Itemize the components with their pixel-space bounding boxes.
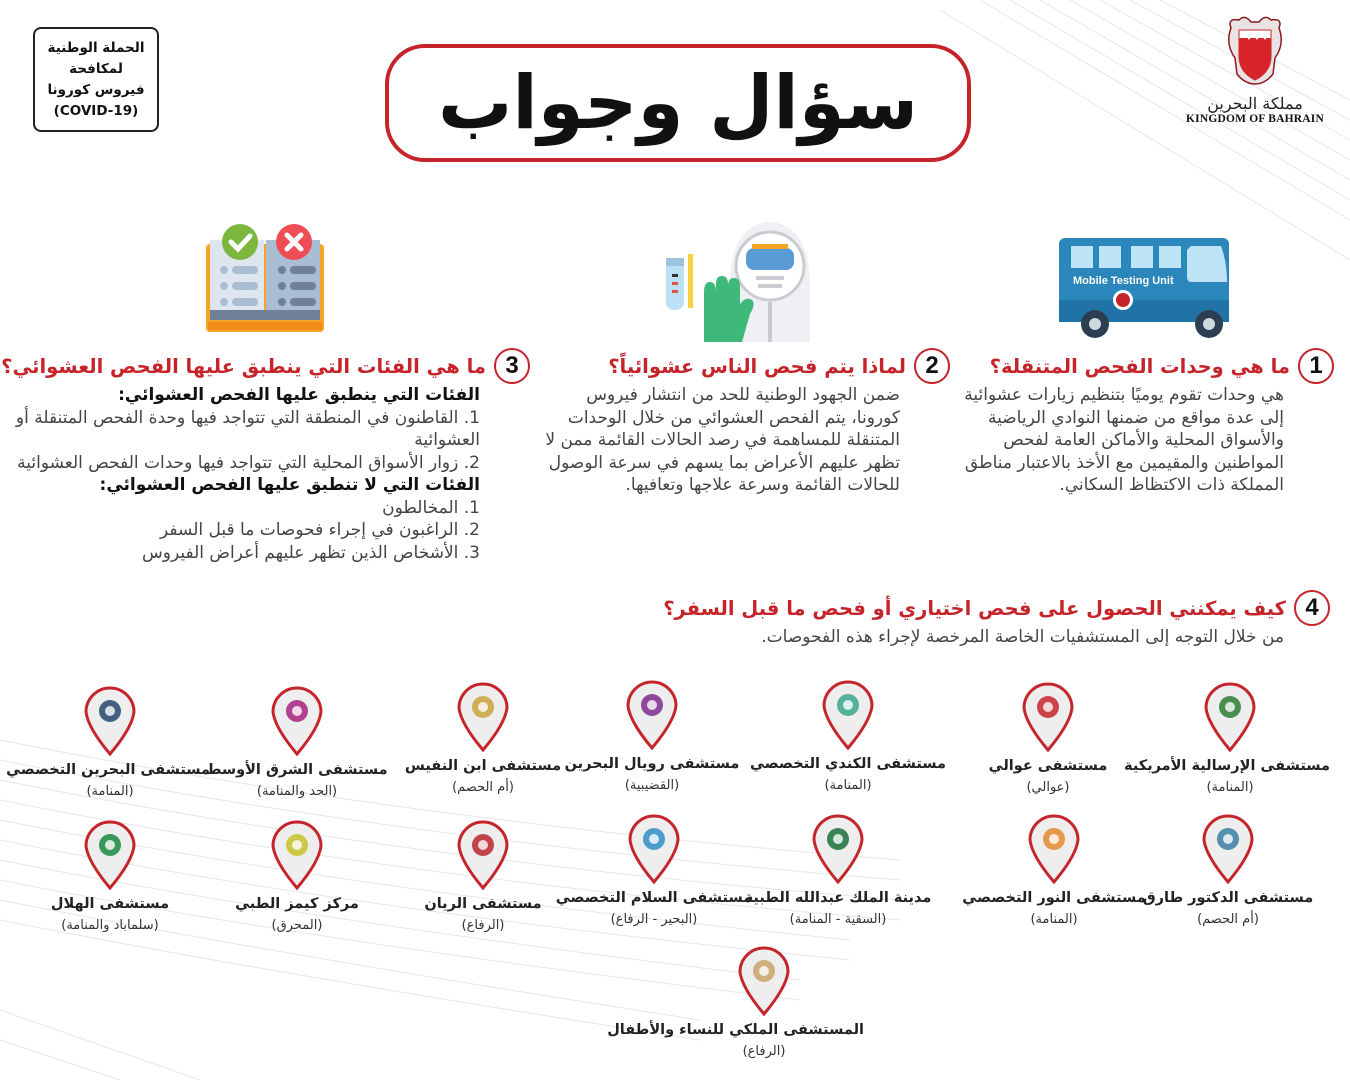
bus-label: Mobile Testing Unit	[1073, 275, 1174, 287]
hospital-name: مستشفى السلام التخصصي	[555, 890, 753, 906]
hospital-name: مستشفى الكندي التخصصي	[749, 756, 947, 772]
question-number: 2	[914, 348, 950, 384]
al-hilal-logo-icon	[99, 834, 121, 856]
map-pin-icon	[624, 678, 680, 750]
hospital-name: مدينة الملك عبدالله الطبية	[744, 890, 932, 906]
hospital-name: مستشفى الشرق الأوسط	[206, 762, 388, 778]
map-pin-icon	[455, 680, 511, 752]
hospital-name: مستشفى الريان	[424, 896, 542, 912]
answer-text: ضمن الجهود الوطنية للحد من انتشار فيروس كورونا، يتم الفحص العشوائي من خلال الوحدات المتنقلة للمساهمة في رصد الحالات القائمة ممن لا تظهر عليهم الأعراض بما يسهم في سرعة الوصول للحالات القائمة وسرعة علاجها وتعافيها.	[545, 385, 900, 495]
map-pin-icon	[820, 678, 876, 750]
dermaplast-logo-icon	[1217, 828, 1239, 850]
hospital-name: مستشفى البحرين التخصصي	[6, 762, 210, 778]
hospital-item	[954, 812, 1154, 927]
hospital-name: مستشفى رويال البحرين	[564, 756, 740, 772]
applies-heading: الفئات التي ينطبق عليها الفحص العشوائي:	[118, 385, 480, 405]
applies-item: 1. القاطنون في المنطقة التي تتواجد فيها وحدة الفحص المتنقلة أو العشوائية	[15, 407, 480, 450]
map-pin-icon	[1026, 812, 1082, 884]
question-number: 1	[1298, 348, 1334, 384]
hospital-location: (الرفاع)	[742, 1044, 786, 1059]
bsh-logo-icon	[99, 700, 121, 722]
hospital-location: (المحرق)	[271, 918, 323, 933]
hospital-name: مستشفى النور التخصصي	[962, 890, 1146, 906]
hospital-item	[10, 818, 210, 933]
hospital-location: (المنامة)	[1206, 780, 1254, 795]
amh-logo-icon	[1219, 696, 1241, 718]
campaign-line: لمكافحة	[69, 60, 123, 77]
map-pin-icon	[736, 944, 792, 1016]
middle-east-logo-icon	[286, 700, 308, 722]
hospital-name: مستشفى عوالي	[988, 758, 1108, 774]
applies-item: 2. زوار الأسواق المحلية التي تتواجد فيها وحدات الفحص العشوائية	[17, 452, 480, 473]
hospital-location: (الحد والمنامة)	[256, 784, 338, 799]
question-number: 4	[1294, 590, 1330, 626]
hospital-location: (أم الحصم)	[1197, 912, 1259, 927]
book-check-cross-icon	[202, 222, 328, 334]
question-3	[1, 348, 530, 564]
map-pin-icon	[82, 684, 138, 756]
alsalam-logo-icon	[643, 828, 665, 850]
campaign-line: الحملة الوطنية	[47, 39, 145, 56]
map-pin-icon	[82, 818, 138, 890]
hospital-item	[197, 818, 397, 933]
answer-text: من خلال التوجه إلى المستشفيات الخاصة المرخصة لإجراء هذه الفحوصات.	[761, 627, 1284, 647]
hospital-item	[383, 680, 583, 795]
question-1	[950, 348, 1334, 497]
kindi-logo-icon	[837, 694, 859, 716]
map-pin-icon	[269, 684, 325, 756]
al-rayan-logo-icon	[472, 834, 494, 856]
campaign-line: (COVID-19)	[53, 102, 139, 119]
question-number: 3	[494, 348, 530, 384]
bahrain-coat-of-arms-icon	[1225, 14, 1285, 86]
hospital-location: (أم الحصم)	[452, 780, 514, 795]
hospital-name: مستشفى الإرسالية الأمريكية	[1124, 758, 1330, 774]
hospital-location: (البحير - الرفاع)	[610, 912, 698, 927]
hospital-item	[383, 818, 583, 933]
hospital-item	[948, 680, 1148, 795]
hospital-location: (عوالي)	[1026, 780, 1070, 795]
map-pin-icon	[1202, 680, 1258, 752]
noor-logo-icon	[1043, 828, 1065, 850]
page-title-pill	[385, 44, 971, 162]
question-title: ما هي الفئات التي ينطبق عليها الفحص العشوائي؟	[1, 354, 486, 378]
hospital-location: (سلماباد والمنامة)	[61, 918, 159, 933]
campaign-line: فيروس كورونا	[47, 81, 145, 98]
royal-bahrain-logo-icon	[641, 694, 663, 716]
page-title: سؤال وجواب	[438, 60, 918, 146]
question-4	[663, 590, 1330, 649]
hospital-name: مركز كيمز الطبي	[235, 896, 359, 912]
question-2	[540, 348, 950, 497]
map-pin-icon	[269, 818, 325, 890]
kims-logo-icon	[286, 834, 308, 856]
map-pin-icon	[455, 818, 511, 890]
campaign-badge	[33, 27, 159, 132]
hospital-location: (القضيبية)	[624, 778, 680, 793]
hospital-name: مستشفى الهلال	[50, 896, 170, 912]
not-applies-item: 3. الأشخاص الذين تظهر عليهم أعراض الفيروس	[142, 542, 480, 563]
hospital-item	[554, 812, 754, 927]
hospital-location: (السقية - المنامة)	[789, 912, 887, 927]
question-title: ما هي وحدات الفحص المتنقلة؟	[989, 354, 1290, 378]
hospital-name: المستشفى الملكي للنساء والأطفال	[607, 1022, 864, 1038]
hospital-location: (المنامة)	[824, 778, 872, 793]
map-pin-icon	[626, 812, 682, 884]
kingdom-english-name: KINGDOM OF BAHRAIN	[1186, 113, 1324, 125]
map-pin-icon	[810, 812, 866, 884]
question-title: كيف يمكنني الحصول على فحص اختياري أو فحص ما قبل السفر؟	[663, 596, 1286, 620]
hospital-name: مستشفى ابن النفيس	[404, 758, 562, 774]
hospital-item	[1124, 680, 1330, 795]
answer-text: هي وحدات تقوم يوميًا بتنظيم زيارات عشوائية إلى عدة مواقع من ضمنها النوادي الرياضية والأسواق المحلية والأماكن العامة لفحص المواطنين والمقيمين مع الأخذ بالاعتبار مناطق المملكة ذات الاكتظاظ السكاني.	[964, 385, 1284, 495]
kingdom-logo	[1180, 14, 1330, 125]
hospital-item	[607, 944, 864, 1059]
hospital-item	[6, 684, 210, 799]
map-pin-icon	[1200, 812, 1256, 884]
royal-women-children-logo-icon	[753, 960, 775, 982]
hospital-location: (الرفاع)	[461, 918, 505, 933]
map-pin-icon	[1020, 680, 1076, 752]
hospital-location: (المنامة)	[86, 784, 134, 799]
not-applies-heading: الفئات التي لا تنطبق عليها الفحص العشوائي:	[99, 475, 480, 495]
hospital-item	[1128, 812, 1328, 927]
ibn-al-nafees-logo-icon	[472, 696, 494, 718]
not-applies-item: 1. المخالطون	[382, 497, 480, 518]
hospital-item	[197, 684, 397, 799]
hospital-location: (المنامة)	[1030, 912, 1078, 927]
hospital-name: مستشفى الدكتور طارق	[1142, 890, 1314, 906]
bapco-logo-icon	[1037, 696, 1059, 718]
health-worker-ppe-icon	[660, 218, 820, 342]
hospital-item	[748, 678, 948, 793]
question-title: لماذا يتم فحص الناس عشوائياً؟	[608, 354, 906, 378]
king-abdullah-logo-icon	[827, 828, 849, 850]
kingdom-arabic-name: مملكة البحرين	[1207, 94, 1303, 113]
mobile-testing-bus-icon	[1055, 232, 1235, 342]
not-applies-item: 2. الراغبون في إجراء فحوصات ما قبل السفر	[160, 520, 480, 540]
hospital-item	[738, 812, 938, 927]
